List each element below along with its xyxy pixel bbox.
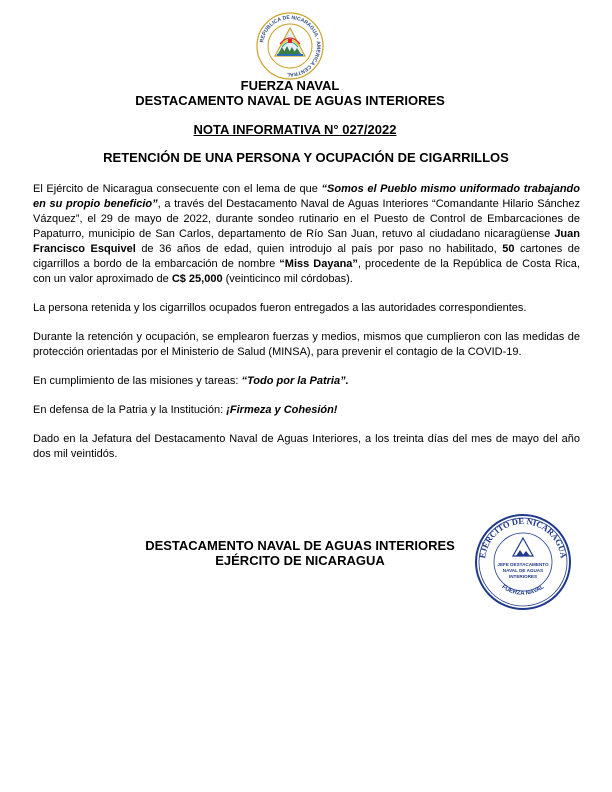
p4-motto: “Todo por la Patria”. — [241, 375, 349, 387]
signature-line-1: DESTACAMENTO NAVAL DE AGUAS INTERIORES — [145, 538, 455, 553]
p1-text-3: , a través del Destacamento Naval de Aguas Interiores “Comandante Hilario Sánchez Vázquez”, el 29 de mayo de 2022, durante sondeo rutinario en el Puesto de Control de Embarcaciones de Papaturro, municipio de San Carlos, departamento de Río San Juan, retuvo al ciudadano nicaragüense — [33, 198, 580, 240]
signature-block — [110, 538, 490, 568]
paragraph-2: La persona retenida y los cigarrillos ocupados fueron entregados a las autoridades correspondientes. — [33, 302, 527, 314]
p1-text-5: de 36 años de edad, quien introdujo al país por paso no habilitado, — [135, 243, 503, 255]
p1-value: C$ 25,000 — [171, 273, 223, 285]
p1-text-7: cartones de cigarrillos a bordo de la embarcación de nombre — [33, 243, 580, 270]
nota-informativa-title: NOTA INFORMATIVA N° 027/2022 — [193, 122, 397, 137]
p1-text-11: (veinticinco mil córdobas). — [222, 273, 353, 285]
stamp-bottom-text: FUERZA NAVAL — [500, 584, 546, 597]
paragraph-5 — [33, 403, 580, 418]
stamp-center-line-3: INTERIORES — [508, 574, 538, 579]
p4-text: En cumplimiento de las misiones y tareas: — [33, 375, 242, 387]
stamp-top-text: EJÉRCITO DE NICARAGUA — [477, 515, 569, 559]
p5-text: En defensa de la Patria y la Institución: — [33, 404, 227, 416]
paragraph-3: Durante la retención y ocupación, se emplearon fuerzas y medios, mismos que cumplieron con las medidas de protección orientadas por el Ministerio de Salud (MINSA), para prevenir el contagio de la COVID-19. — [33, 331, 580, 358]
official-seal-icon — [473, 512, 573, 612]
header-line-2: DESTACAMENTO NAVAL DE AGUAS INTERIORES — [135, 93, 445, 108]
p1-boat-name: “Miss Dayana” — [279, 258, 358, 270]
p1-quantity: 50 — [502, 243, 515, 255]
stamp-center-line-2: NAVAL DE AGUAS — [502, 568, 544, 573]
paragraph-4 — [33, 374, 580, 389]
p5-motto: ¡Firmeza y Cohesión! — [226, 404, 338, 416]
p1-motto: “Somos el Pueblo mismo uniformado trabajando en su propio beneficio” — [33, 183, 580, 210]
p1-text-9: , procedente de la República de Costa Rica, con un valor aproximado de — [33, 258, 580, 285]
headline: RETENCIÓN DE UNA PERSONA Y OCUPACIÓN DE CIGARRILLOS — [103, 150, 509, 165]
document-header — [0, 78, 580, 108]
emblem-ring-text: REPUBLICA DE NICARAGUA · AMERICA CENTRAL — [259, 14, 322, 78]
paragraph-1 — [33, 182, 580, 287]
header-line-1: FUERZA NAVAL — [240, 78, 340, 93]
paragraph-6: Dado en la Jefatura del Destacamento Naval de Aguas Interiores, a los treinta días del mes de mayo del año dos mil veintidós. — [33, 433, 580, 460]
stamp-center-line-1: JEFE DESTACAMENTO — [497, 562, 549, 567]
document-body — [33, 182, 580, 476]
p1-text-1: El Ejército de Nicaragua consecuente con el lema de que — [33, 183, 322, 195]
signature-line-2: EJÉRCITO DE NICARAGUA — [215, 553, 385, 568]
nicaragua-coat-of-arms-icon — [256, 12, 324, 80]
p1-person-name: Juan Francisco Esquivel — [33, 228, 580, 255]
